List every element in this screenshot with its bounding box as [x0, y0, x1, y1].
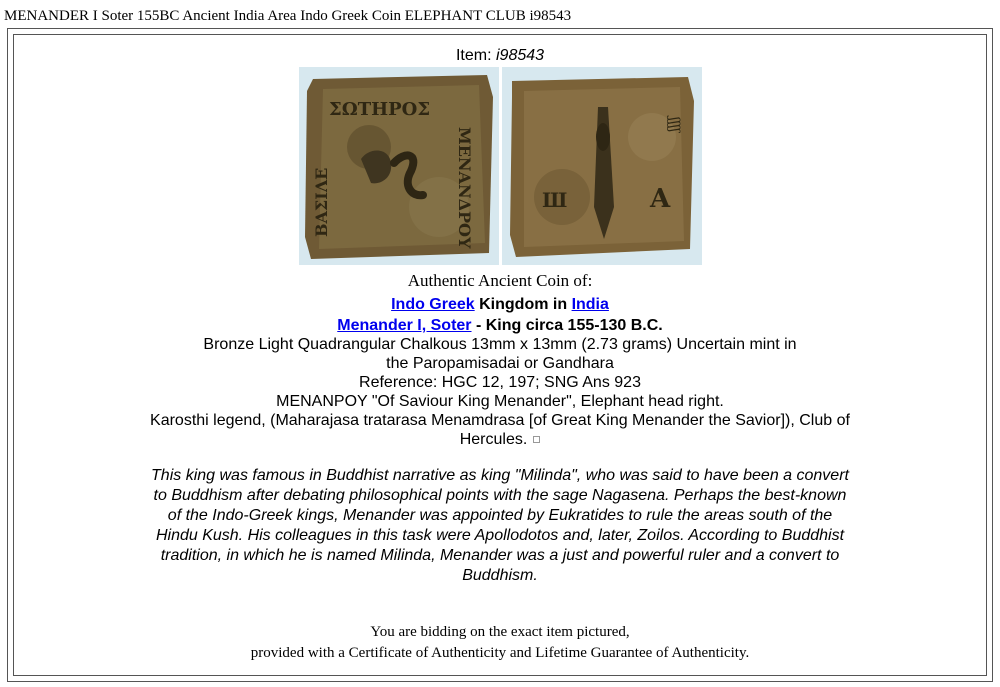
footer-line-2: provided with a Certificate of Authenticity and Lifetime Guarantee of Authenticity. — [250, 645, 750, 661]
reverse-legend-line — [145, 411, 855, 449]
india-link[interactable]: India — [571, 296, 609, 313]
footer-line-1: You are bidding on the exact item pictured, — [370, 624, 630, 640]
coin-obverse-image[interactable] — [299, 67, 499, 265]
ruler-dates: - King circa 155-130 B.C. — [475, 317, 663, 334]
svg-text:ΒΑΣΙΛΕ: ΒΑΣΙΛΕ — [312, 167, 331, 237]
small-square-icon — [533, 436, 540, 443]
reference-line: Reference: HGC 12, 197; SNG Ans 923 — [359, 374, 641, 391]
item-label: Item: — [455, 47, 492, 64]
indo-greek-link[interactable]: Indo Greek — [391, 296, 475, 313]
svg-text:A: A — [650, 184, 671, 214]
svg-text:Ш: Ш — [542, 188, 568, 212]
svg-text:ΣΩΤΗΡΟΣ: ΣΩΤΗΡΟΣ — [329, 99, 431, 120]
kingdom-text: Kingdom in — [479, 296, 568, 313]
menander-link[interactable]: Menander I, Soter — [337, 317, 472, 334]
authentic-heading: Authentic Ancient Coin of: — [407, 271, 593, 290]
description-block — [145, 295, 855, 449]
bronze-line: Bronze Light Quadrangular Chalkous 13mm x 13mm (2.73 grams) Uncertain mint in the Paropamisadai or Gandhara — [203, 336, 797, 372]
svg-text:ΜΕΝΑΝΔΡΟΥ: ΜΕΝΑΝΔΡΟΥ — [455, 127, 474, 249]
obverse-legend-line: MENANPOY "Of Saviour King Menander", Elephant head right. — [276, 393, 724, 410]
footer-guarantee — [0, 622, 1000, 664]
item-id: i98543 — [495, 47, 545, 64]
item-line — [0, 47, 1000, 65]
history-paragraph: This king was famous in Buddhist narrative as king "Milinda", who was said to have been a convert to Buddhism after debating philosophical points with the sage Nagasena. Perhaps the best-known of the Indo-Greek kings, Menander was appointed by Eukratides to rule the areas south of the Hindu Kush. His colleagues in this task were Apollodotos and, later, Zoilos. According to Buddhist tradition, in which he is named Milinda, Menander was a just and powerful ruler and a convert to Buddhism. — [151, 467, 849, 584]
page-title: MENANDER I Soter 155BC Ancient India Area Indo Greek Coin ELEPHANT CLUB i98543 — [4, 8, 572, 24]
reverse-legend-text: Karosthi legend, (Maharajasa tratarasa Menamdrasa [of Great King Menander the Savior]), Club of Hercules. — [150, 412, 850, 448]
coin-reverse-image[interactable] — [502, 67, 702, 265]
ruler-line — [145, 316, 855, 335]
svg-text:ʃʃʃʃ: ʃʃʃʃ — [666, 117, 682, 133]
kingdom-line — [145, 295, 855, 314]
